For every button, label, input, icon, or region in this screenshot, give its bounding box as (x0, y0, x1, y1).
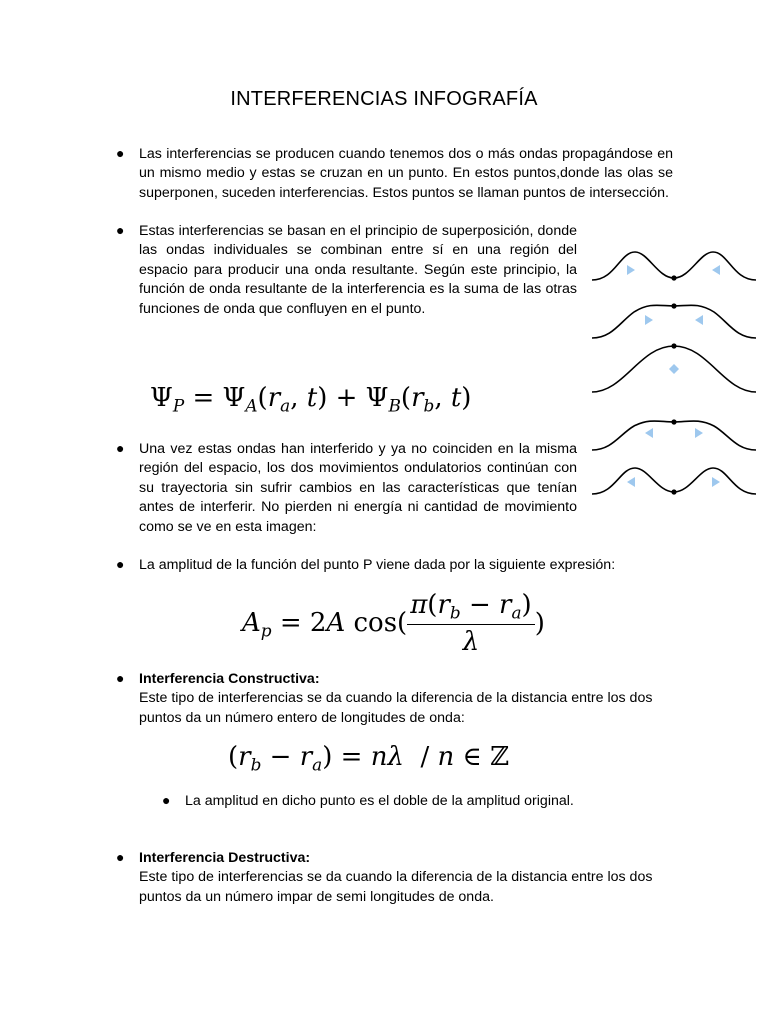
point-dot (671, 275, 676, 280)
wave-interference-illustration (590, 240, 760, 505)
section-destructive (116, 849, 679, 907)
section-constructive (116, 670, 679, 728)
paragraph-after-interference (116, 440, 577, 537)
diamond-marker-icon (669, 364, 679, 374)
page-title: INTERFERENCIAS INFOGRAFÍA (230, 88, 538, 110)
bullet-dot: ● (116, 222, 125, 238)
bullet-dot: ● (116, 556, 125, 572)
arrow-right-icon (627, 265, 635, 275)
bullet-dot: ● (162, 792, 171, 808)
bullet-dot: ● (116, 440, 125, 456)
point-dot (671, 419, 676, 424)
bullet-dot: ● (116, 849, 125, 865)
formula-constructive: $(r_b - r_a) = n\lambda / n$ ∈ ℤ (228, 742, 510, 775)
paragraph-intro (116, 145, 673, 203)
wave-stage-2 (592, 303, 756, 338)
paragraph-after-interference-text: Una vez estas ondas han interferido y ya no coinciden en la misma región del espacio, los dos movimientos ondulatorios continúan con su trayectoria sin sufrir cambios en las características que tenían antes de interferir. No pierden ni energía ni cantidad de movimiento como se ve en esta imagen: (139, 441, 577, 535)
arrow-right-icon (695, 428, 703, 438)
paragraph-amplitude (116, 556, 699, 575)
point-dot (671, 343, 676, 348)
bullet-dot: ● (116, 145, 125, 161)
arrow-right-icon (712, 477, 720, 487)
point-dot (671, 489, 676, 494)
destructive-text: Este tipo de interferencias se da cuando la diferencia de la distancia entre los dos puntos da un número impar de semi longitudes de onda. (139, 869, 653, 905)
constructive-sub-text: La amplitud en dicho punto es el doble de la amplitud original. (185, 793, 574, 809)
formula-amplitude: $A_p = 2A$ cos( $\frac{\pi(r_b - r_a)}{\lambda}$ ) (242, 590, 545, 658)
wave-stage-4 (592, 419, 756, 450)
bullet-dot: ● (116, 670, 125, 686)
paragraph-superposition (116, 222, 577, 319)
arrow-left-icon (712, 265, 720, 275)
wave-stage-1 (592, 252, 756, 281)
paragraph-intro-text: Las interferencias se producen cuando tenemos dos o más ondas propagándose en un mismo medio y estas se cruzan en un punto. En estos puntos,donde las olas se superponen, suceden interferencias. Estos puntos se llaman puntos de intersección. (139, 146, 673, 201)
arrow-left-icon (627, 477, 635, 487)
formula-superposition: $\Psi_P = \Psi_A(r_a$, $t) + \Psi_B(r_b$, t) (150, 383, 472, 416)
constructive-text: Este tipo de interferencias se da cuando la diferencia de la distancia entre los dos puntos da un número entero de longitudes de onda: (139, 690, 653, 726)
destructive-heading: Interferencia Destructiva: (139, 850, 311, 866)
point-dot (671, 303, 676, 308)
arrow-right-icon (645, 315, 653, 325)
paragraph-amplitude-text: La amplitud de la función del punto P viene dada por la siguiente expresión: (139, 557, 616, 573)
arrow-left-icon (695, 315, 703, 325)
wave-stage-5 (592, 468, 756, 495)
paragraph-superposition-text: Estas interferencias se basan en el principio de superposición, donde las ondas individuales se combinan entre sí en una región del espacio para producir una onda resultante. Según este principio, la función de onda resultante de la interferencia es la suma de las otras funciones de onda que confluyen en el punto. (139, 223, 577, 317)
arrow-left-icon (645, 428, 653, 438)
constructive-sub-item (162, 792, 665, 811)
wave-stage-3 (592, 343, 756, 392)
constructive-heading: Interferencia Constructiva: (139, 671, 320, 687)
